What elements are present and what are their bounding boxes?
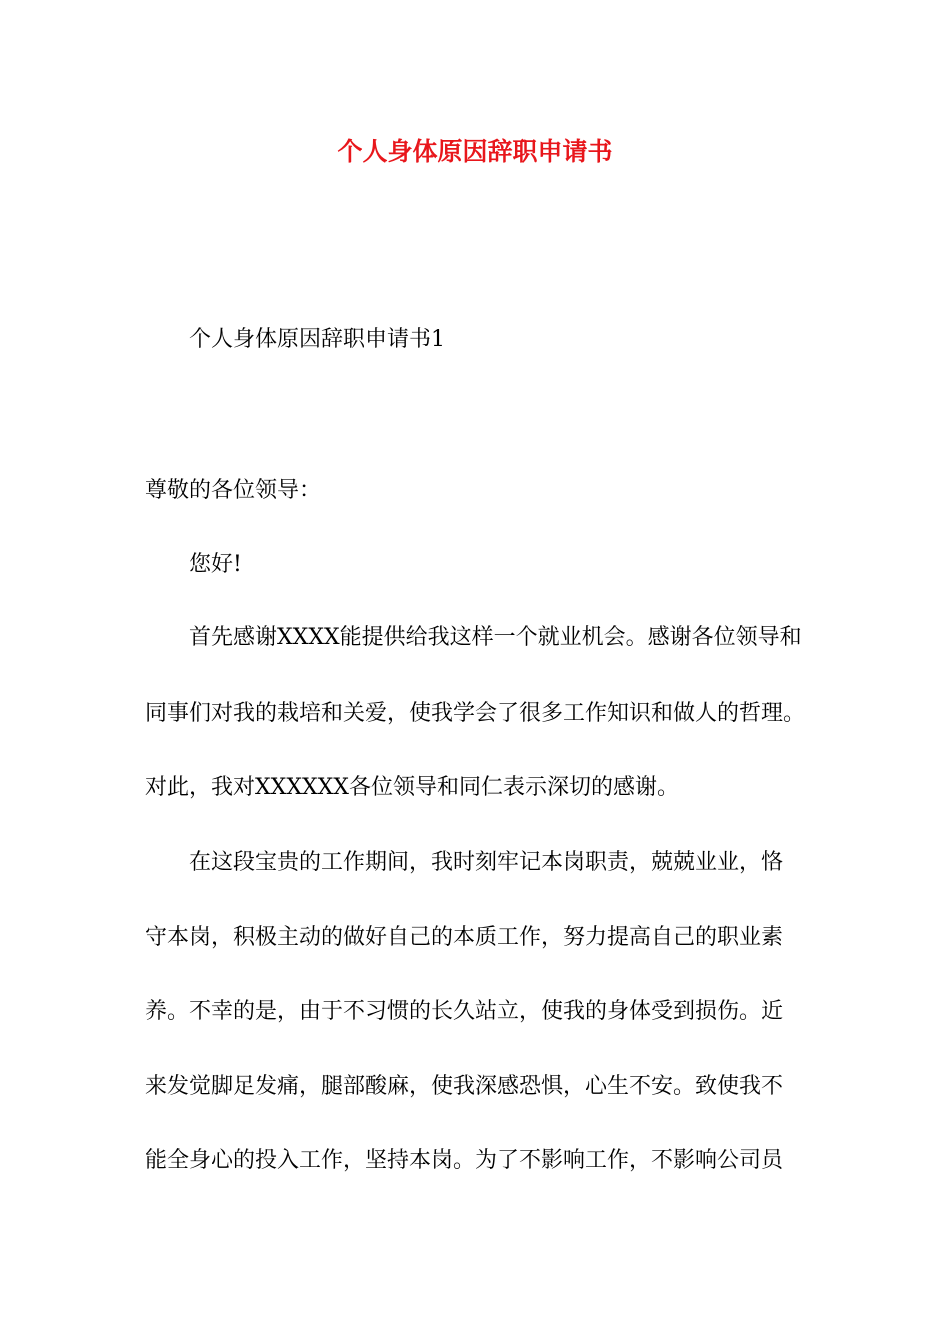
document-title: 个人身体原因辞职申请书 xyxy=(337,137,613,166)
paragraph-1-line-1: 首先感谢XXXX能提供给我这样一个就业机会。感谢各位领导和 xyxy=(189,625,802,650)
paragraph-2-line-1: 在这段宝贵的工作期间，我时刻牢记本岗职责，兢兢业业，恪 xyxy=(189,850,784,875)
greeting: 您好! xyxy=(189,552,242,577)
paragraph-2-line-4: 来发觉脚足发痛，腿部酸麻，使我深感恐惧，心生不安。致使我不 xyxy=(145,1074,784,1099)
paragraph-2-line-3: 养。不幸的是，由于不习惯的长久站立，使我的身体受到损伤。近 xyxy=(145,999,784,1024)
paragraph-2-line-2: 守本岗，积极主动的做好自己的本质工作，努力提高自己的职业素 xyxy=(145,925,784,950)
paragraph-1-line-2: 同事们对我的栽培和关爱，使我学会了很多工作知识和做人的哲理。 xyxy=(145,701,806,726)
paragraph-1-line-3: 对此，我对XXXXXX各位领导和同仁表示深切的感谢。 xyxy=(145,775,679,800)
paragraph-2-line-5: 能全身心的投入工作，坚持本岗。为了不影响工作，不影响公司员 xyxy=(145,1148,784,1173)
salutation: 尊敬的各位领导： xyxy=(145,478,322,503)
section-heading: 个人身体原因辞职申请书1 xyxy=(189,327,445,352)
